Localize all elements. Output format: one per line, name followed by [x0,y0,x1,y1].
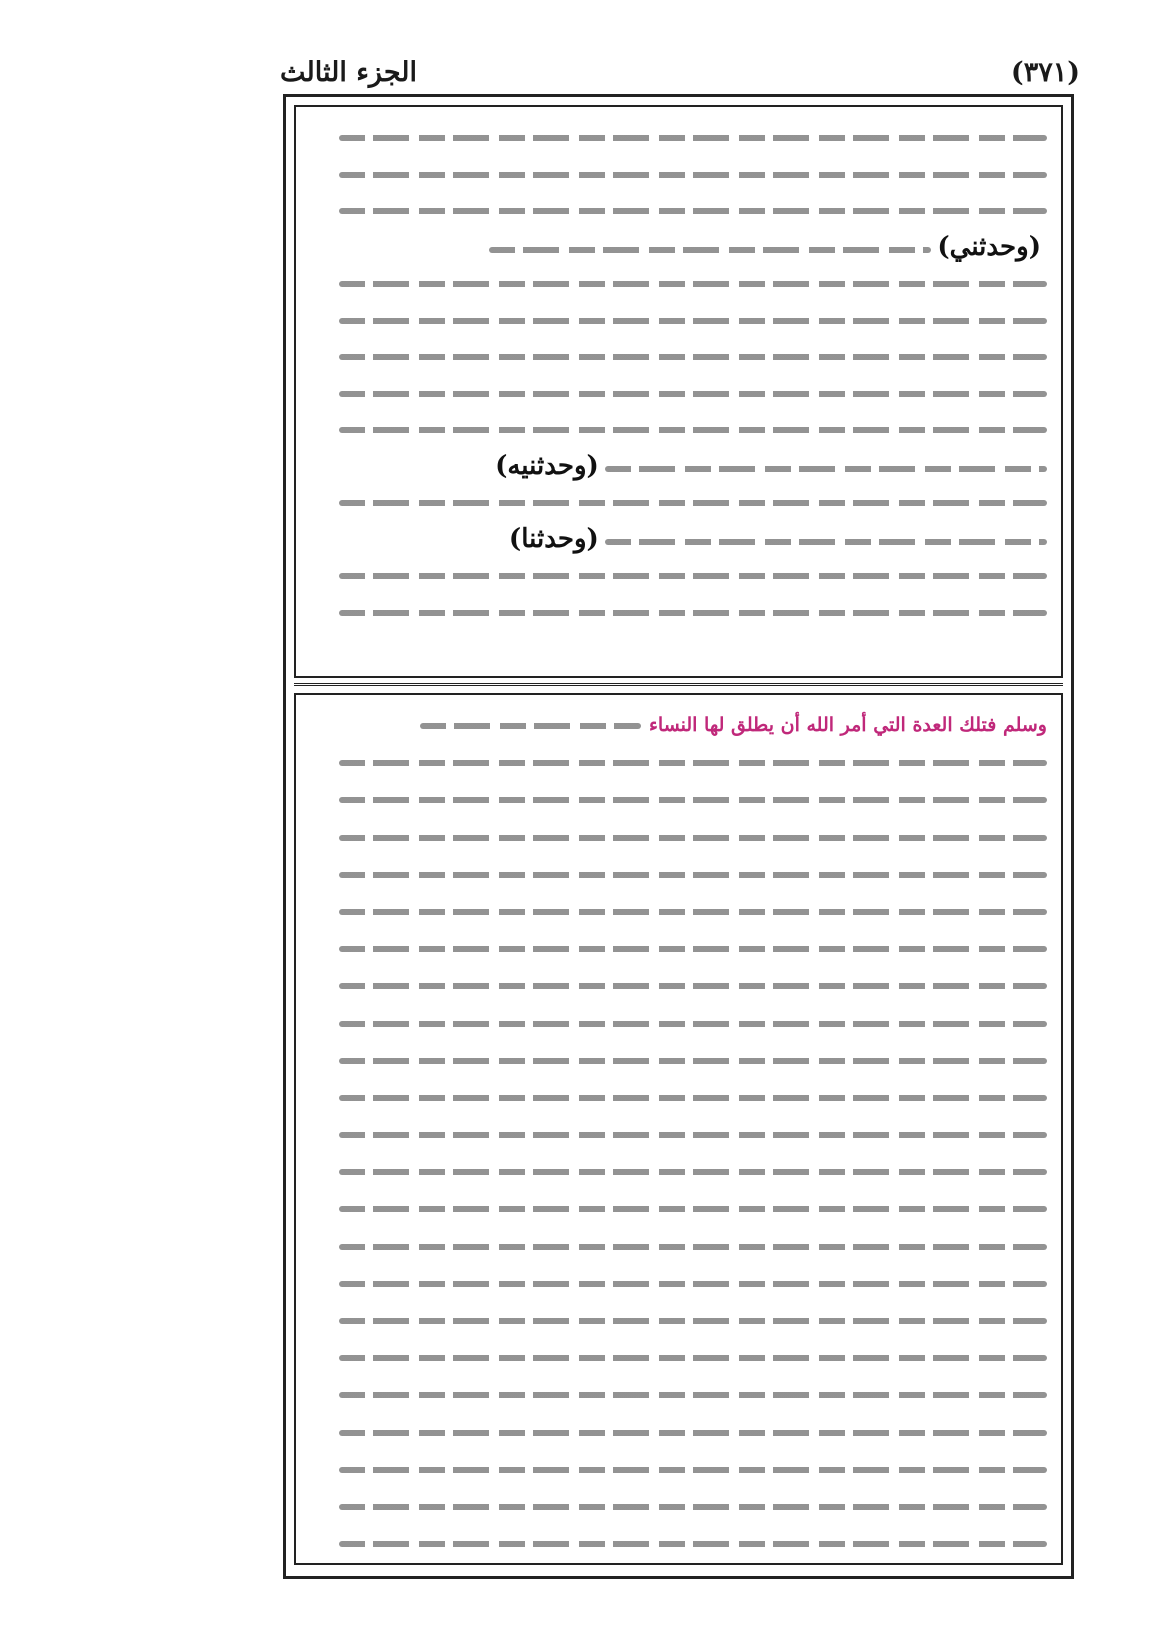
page-frame [283,94,1074,1579]
text-line [310,192,1047,229]
text-line [310,1042,1047,1079]
text-line [310,930,1047,967]
panel-divider [294,683,1063,686]
text-line [310,1265,1047,1302]
commentary-text-panel [294,693,1063,1565]
section-marker: (وحدثني) [937,231,1041,262]
section-marker: (وحدثنيه) [495,450,599,481]
text-line [310,1116,1047,1153]
text-line [310,229,1047,266]
text-line [310,707,1047,744]
text-line [310,521,1047,558]
text-line [310,1079,1047,1116]
volume-label: الجزء الثالث [280,56,417,88]
page-number: (٣٧١) [1010,56,1080,88]
text-line [310,156,1047,193]
running-header [280,50,1080,94]
text-line [310,1302,1047,1339]
text-line [310,119,1047,156]
commentary-heading: وسلم فتلك العدة التي أمر الله أن يطلق لها النساء [648,714,1047,736]
text-line [310,1414,1047,1451]
text-line [310,1451,1047,1488]
text-line [310,1153,1047,1190]
hadith-text-panel [294,105,1063,678]
text-line [310,302,1047,339]
text-line [310,856,1047,893]
text-line [310,1488,1047,1525]
text-line [310,744,1047,781]
text-line [310,1376,1047,1413]
text-line [310,594,1047,631]
text-line [310,819,1047,856]
text-line [310,781,1047,818]
text-line [310,1228,1047,1265]
text-line [310,1339,1047,1376]
text-line [310,375,1047,412]
text-line [310,893,1047,930]
text-line [310,557,1047,594]
text-line [310,484,1047,521]
text-line [310,1005,1047,1042]
text-line [310,411,1047,448]
text-line [310,1190,1047,1227]
text-line [310,1525,1047,1562]
text-line [310,265,1047,302]
text-line [310,448,1047,485]
text-line [310,338,1047,375]
text-line [310,967,1047,1004]
section-marker: (وحدثنا) [508,523,599,554]
